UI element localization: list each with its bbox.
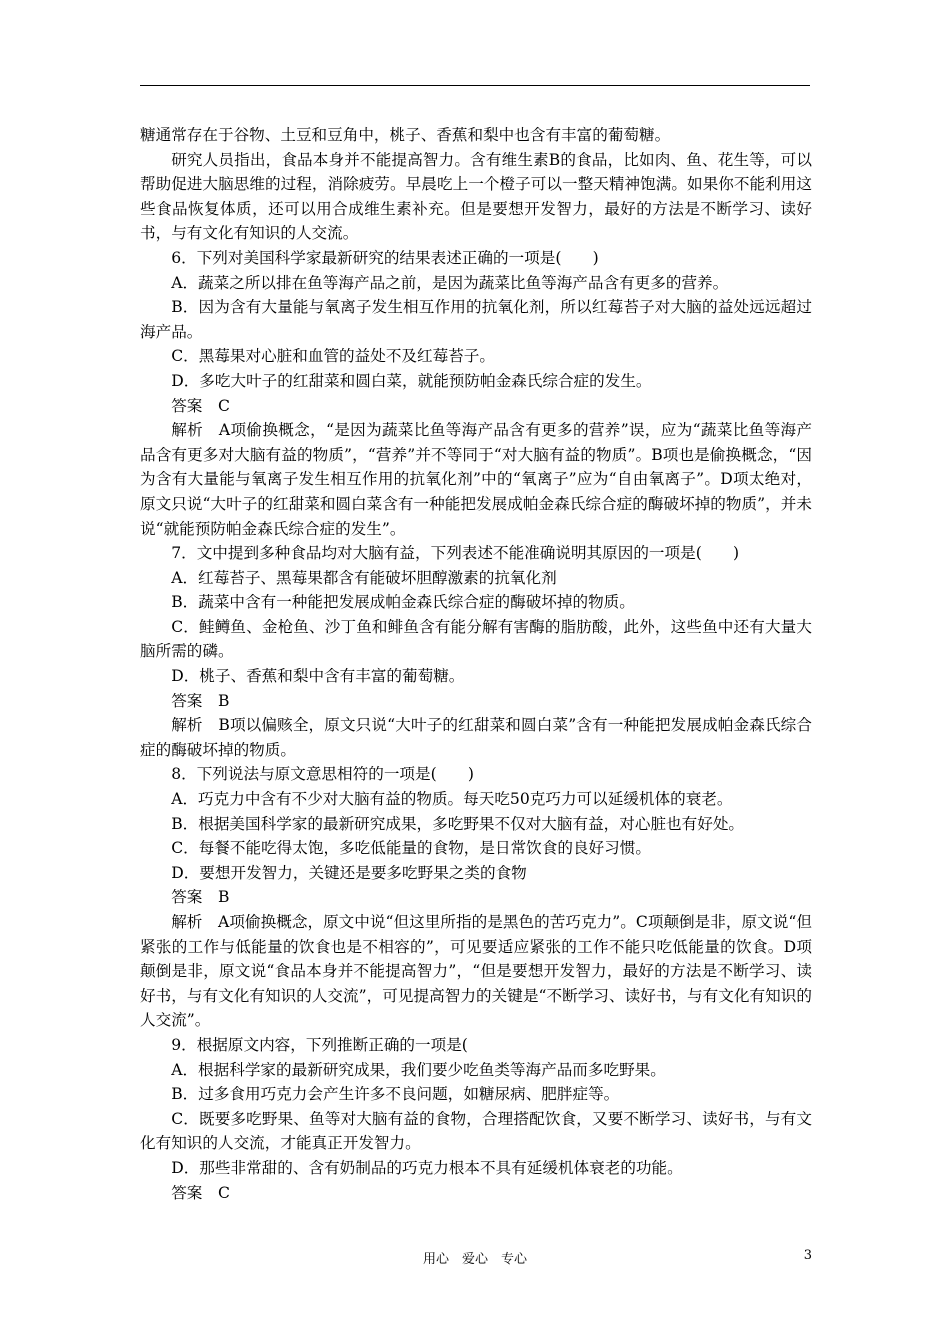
option-b: B．因为含有大量能与氧离子发生相互作用的抗氧化剂，所以红莓苔子对大脑的益处远远超过海产品。 (140, 298, 812, 341)
question-7: 7．文中提到多种食品均对大脑有益，下列表述不能准确说明其原因的一项是( ) (171, 544, 740, 563)
explanation: 解析 A项偷换概念，“是因为蔬菜比鱼等海产品含有更多的营养”误，应为“蔬菜比鱼等海产品含有更多对大脑有益的物质”，“营养”并不等同于“对大脑有益的物质”。B项也是偷换概念，“因为含有大量能与氧离子发生相互作用的抗氧化剂”中的“氧离子”应为“自由氧离子”。D项太绝对，原文只说“大叶子的红甜菜和圆白菜含有一种能把发展成帕金森氏综合症的酶破坏掉的物质”，并未说“就能预防帕金森氏综合症的发生”。 (140, 421, 812, 538)
question-8: 8．下列说法与原文意思相符的一项是( ) (171, 765, 474, 784)
option-a: A．红莓苔子、黑莓果都含有能破坏胆醇激素的抗氧化剂 (171, 568, 557, 587)
question-6: 6．下列对美国科学家最新研究的结果表述正确的一项是( ) (171, 248, 599, 267)
option-d: D．桃子、香蕉和梨中含有丰富的葡萄糖。 (171, 667, 465, 686)
explanation: 解析 B项以偏赅全，原文只说“大叶子的红甜菜和圆白菜”含有一种能把发展成帕金森氏综合症的酶破坏掉的物质。 (140, 716, 812, 759)
paragraph-continued: 糖通常存在于谷物、土豆和豆角中，桃子、香蕉和梨中也含有丰富的葡萄糖。 (140, 126, 671, 144)
page-footer (0, 1248, 950, 1272)
paragraph: 研究人员指出，食品本身并不能提高智力。含有维生素B的食品，比如肉、鱼、花生等，可以帮助促进大脑思维的过程，消除疲劳。早晨吃上一个橙子可以一整天精神饱满。如果你不能利用这些食品恢复体质，还可以用合成维生素补充。但是要想开发智力，最好的方法是不断学习、读好书，与有文化有知识的人交流。 (140, 150, 812, 243)
answer: 答案 B (171, 888, 230, 907)
footer-slogan: 用心 爱心 专心 (422, 1252, 527, 1267)
body-text (140, 123, 812, 1205)
answer: 答案 C (171, 1183, 230, 1202)
option-c: C．鲑鳟鱼、金枪鱼、沙丁鱼和鲱鱼含有能分解有害酶的脂肪酸，此外，这些鱼中还有大量大脑所需的磷。 (140, 617, 812, 661)
option-b: B．过多食用巧克力会产生许多不良问题，如糖尿病、肥胖症等。 (171, 1085, 620, 1104)
page-number: 3 (803, 1248, 812, 1263)
header-rule (140, 85, 810, 86)
option-d: D．要想开发智力，关键还是要多吃野果之类的食物 (171, 863, 527, 882)
option-d: D．那些非常甜的、含有奶制品的巧克力根本不具有延缓机体衰老的功能。 (171, 1158, 683, 1177)
option-d: D．多吃大叶子的红甜菜和圆白菜，就能预防帕金森氏综合症的发生。 (171, 371, 652, 390)
option-a: A．根据科学家的最新研究成果，我们要少吃鱼类等海产品而多吃野果。 (171, 1060, 666, 1079)
option-a: A．蔬菜之所以排在鱼等海产品之前，是因为蔬菜比鱼等海产品含有更多的营养。 (171, 273, 729, 292)
explanation: 解析 A项偷换概念，原文中说“但这里所指的是黑色的苦巧克力”。C项颠倒是非，原文说“但紧张的工作与低能量的饮食也是不相容的”，可见要适应紧张的工作不能只吃低能量的饮食。D项颠倒是非，原文说“食品本身并不能提高智力”，“但是要想开发智力，最好的方法是不断学习、读好书，与有文化有知识的人交流”，可见提高智力的关键是“不断学习、读好书，与有文化有知识的人交流”。 (140, 913, 812, 1030)
option-b: B．蔬菜中含有一种能把发展成帕金森氏综合症的酶破坏掉的物质。 (171, 593, 635, 612)
option-a: A．巧克力中含有不少对大脑有益的物质。每天吃50克巧力可以延缓机体的衰老。 (171, 790, 733, 809)
answer: 答案 B (171, 691, 230, 710)
option-c: C．黑莓果对心脏和血管的益处不及红莓苔子。 (171, 347, 495, 366)
option-c: C．既要多吃野果、鱼等对大脑有益的食物，合理搭配饮食，又要不断学习、读好书，与有文化有知识的人交流，才能真正开发智力。 (140, 1109, 812, 1153)
option-c: C．每餐不能吃得太饱，多吃低能量的食物，是日常饮食的良好习惯。 (171, 839, 651, 858)
option-b: B．根据美国科学家的最新研究成果，多吃野果不仅对大脑有益，对心脏也有好处。 (171, 814, 745, 833)
question-9: 9．根据原文内容，下列推断正确的一项是( (171, 1035, 468, 1054)
answer: 答案 C (171, 396, 230, 415)
